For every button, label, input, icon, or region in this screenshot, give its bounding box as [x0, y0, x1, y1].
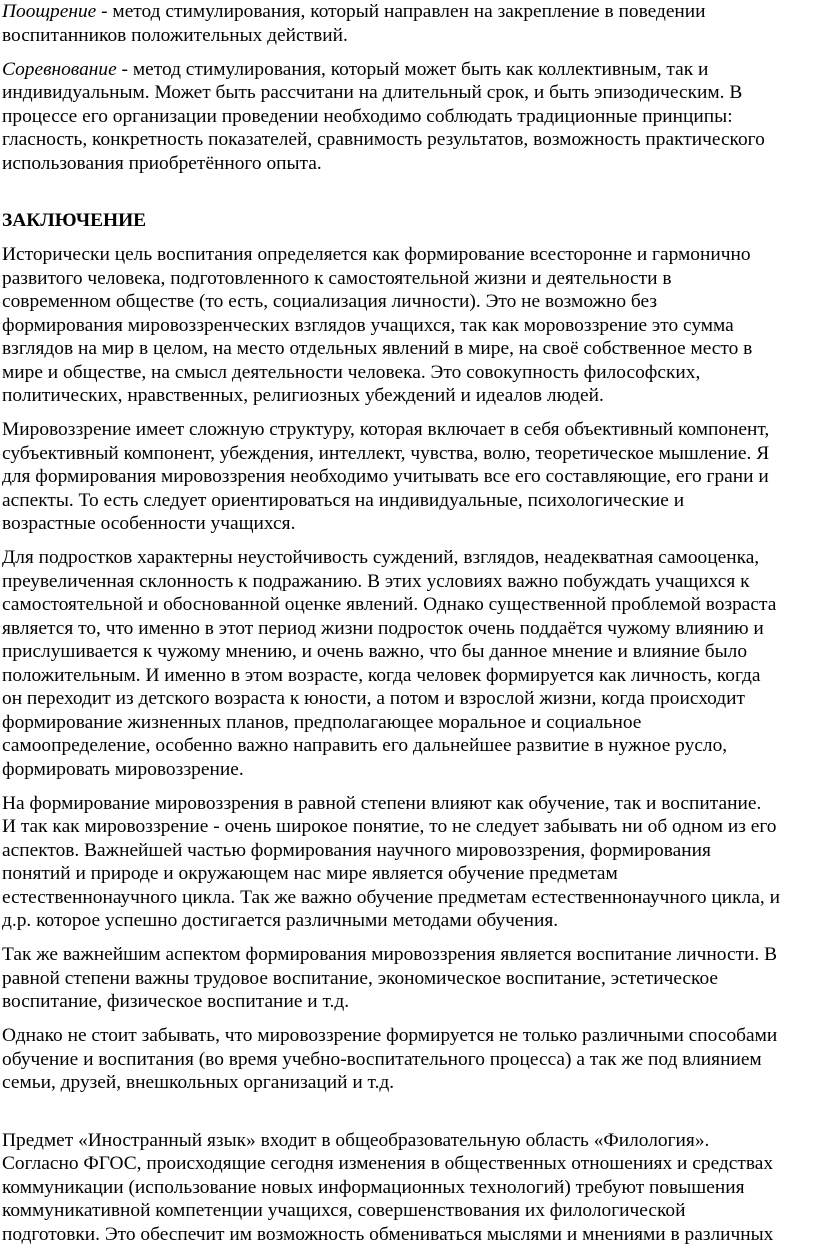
text-line: воспитание, физическое воспитание и т.д.: [2, 991, 350, 1012]
text-line: И так как мировоззрение - очень широкое понятие, то не следует забывать ни об одном из его: [2, 816, 777, 837]
text-line: формирование жизненных планов, предполагающее моральное и социальное: [2, 711, 642, 733]
paragraph: [2, 1129, 816, 1247]
text-line: формировать мировоззрение.: [2, 758, 244, 780]
paragraph: [2, 1024, 816, 1095]
blank-line: [2, 1105, 816, 1129]
text-line: положительным. И именно в этом возрасте, когда человек формируется как личность, когда: [2, 664, 761, 686]
text-line: мире и обществе, на смысл деятельности человека. Это совокупность философских,: [2, 361, 701, 383]
text-line: Мировоззрение имеет сложную структуру, которая включает в себя объективный компонент,: [2, 419, 770, 440]
text-line: Предмет «Иностранный язык» входит в общеобразовательную область «Филология».: [2, 1129, 710, 1151]
text-line: самоопределение, особенно важно направить его дальнейшее развитие в нужное русло,: [2, 735, 728, 756]
text-line: политических, нравственных, религиозных убеждений и идеалов людей.: [2, 385, 604, 406]
paragraph: [2, 546, 816, 781]
text-line: подготовки. Это обеспечит им возможность обмениваться мыслями и мнениями в различных: [2, 1223, 774, 1245]
text-line: равной степени важны трудовое воспитание, экономическое воспитание, эстетическое: [2, 967, 719, 989]
text-line: семьи, друзей, внешкольных организаций и т.д.: [2, 1072, 395, 1093]
text-line: является то, что именно в этот период жизни подросток очень поддаётся чужому влиянию и: [2, 617, 764, 639]
text-line: субъективный компонент, убеждения, интеллект, чувства, волю, теоретическое мышление. Я: [2, 442, 770, 464]
paragraph: [2, 792, 816, 933]
text-line: самостоятельной и обоснованной оценке явлений. Однако существенной проблемой возраста: [2, 594, 777, 615]
paragraph: [2, 243, 816, 408]
paragraph-encouragement: Поощрение - метод стимулирования, который направлен на закрепление в поведении воспитанников положительных действий.: [2, 1, 706, 46]
paragraph: [2, 418, 816, 536]
section-heading: ЗАКЛЮЧЕНИЕ: [2, 210, 147, 231]
text-line: Однако не стоит забывать, что мировоззрение формируется не только различными способами: [2, 1025, 778, 1046]
text-line: коммуникативной компетенции учащихся, совершенствования их филологической: [2, 1200, 686, 1221]
text-line: Так же важнейшим аспектом формирования мировоззрения является воспитание личности. В: [2, 944, 778, 965]
text-line: для формирования мировоззрения необходимо учитывать все его составляющие, его грани и: [2, 466, 769, 487]
text-line: современном обществе (то есть, социализация личности). Это не возможно без: [2, 291, 657, 312]
blank-line: [2, 186, 816, 210]
text-line: д.р. которое успешно достигается различными методами обучения.: [2, 910, 559, 931]
paragraph-competition: Соревнование - метод стимулирования, который может быть как коллективным, так и индивидуальным. Может быть рассчитани на длительный срок, и быть эпизодическим. В процессе его организации проведении необходимо соблюдать традиционные принципы: гласность, конкретность показателей, сравнимость результатов, возможность практического использования приобретённого опыта.: [2, 58, 765, 174]
text-line: прислушивается к чужому мнению, и очень важно, что бы данное мнение и влияние было: [2, 641, 748, 662]
text-line: понятий и природе и окружающем нас мире является обучение предметам: [2, 863, 618, 884]
text-line: он переходит из детского возраста к юности, а потом и взрослой жизни, когда происходит: [2, 688, 746, 709]
term-encouragement: Поощрение: [2, 1, 97, 22]
text-line: естественнонаучного цикла. Так же важно обучение предметам естественнонаучного цикла, и: [2, 886, 780, 908]
text-line: аспекты. То есть следует ориентироваться на индивидуальные, психологические и: [2, 489, 685, 511]
text-line: Согласно ФГОС, происходящие сегодня изменения в общественных отношениях и средствах: [2, 1153, 774, 1174]
paragraph: [2, 943, 816, 1014]
text-line: развитого человека, подготовленного к самостоятельной жизни и деятельности в: [2, 267, 672, 289]
text-line: Для подростков характерны неустойчивость суждений, взглядов, неадекватная самооценка,: [2, 547, 760, 568]
text-line: взглядов на мир в целом, на место отдельных явлений в мире, на своё собственное место в: [2, 338, 753, 359]
text-line: На формирование мировоззрения в равной степени влияют как обучение, так и воспитание.: [2, 792, 762, 814]
text-line: преувеличенная склонность к подражанию. В этих условиях важно побуждать учащихся к: [2, 570, 750, 592]
text-line: коммуникации (использование новых информационных технологий) требуют повышения: [2, 1176, 745, 1198]
text-line: возрастные особенности учащихся.: [2, 513, 296, 534]
text-line: обучение и воспитания (во время учебно-воспитательного процесса) а так же под влиянием: [2, 1048, 762, 1070]
term-competition: Соревнование: [2, 58, 117, 80]
text-line: аспектов. Важнейшей частью формирования научного мировоззрения, формирования: [2, 839, 711, 861]
text-line: Исторически цель воспитания определяется как формирование всесторонне и гармонично: [2, 244, 751, 265]
text-line: формирования мировоззренческих взглядов учащихся, так как моровоззрение это сумма: [2, 314, 734, 336]
